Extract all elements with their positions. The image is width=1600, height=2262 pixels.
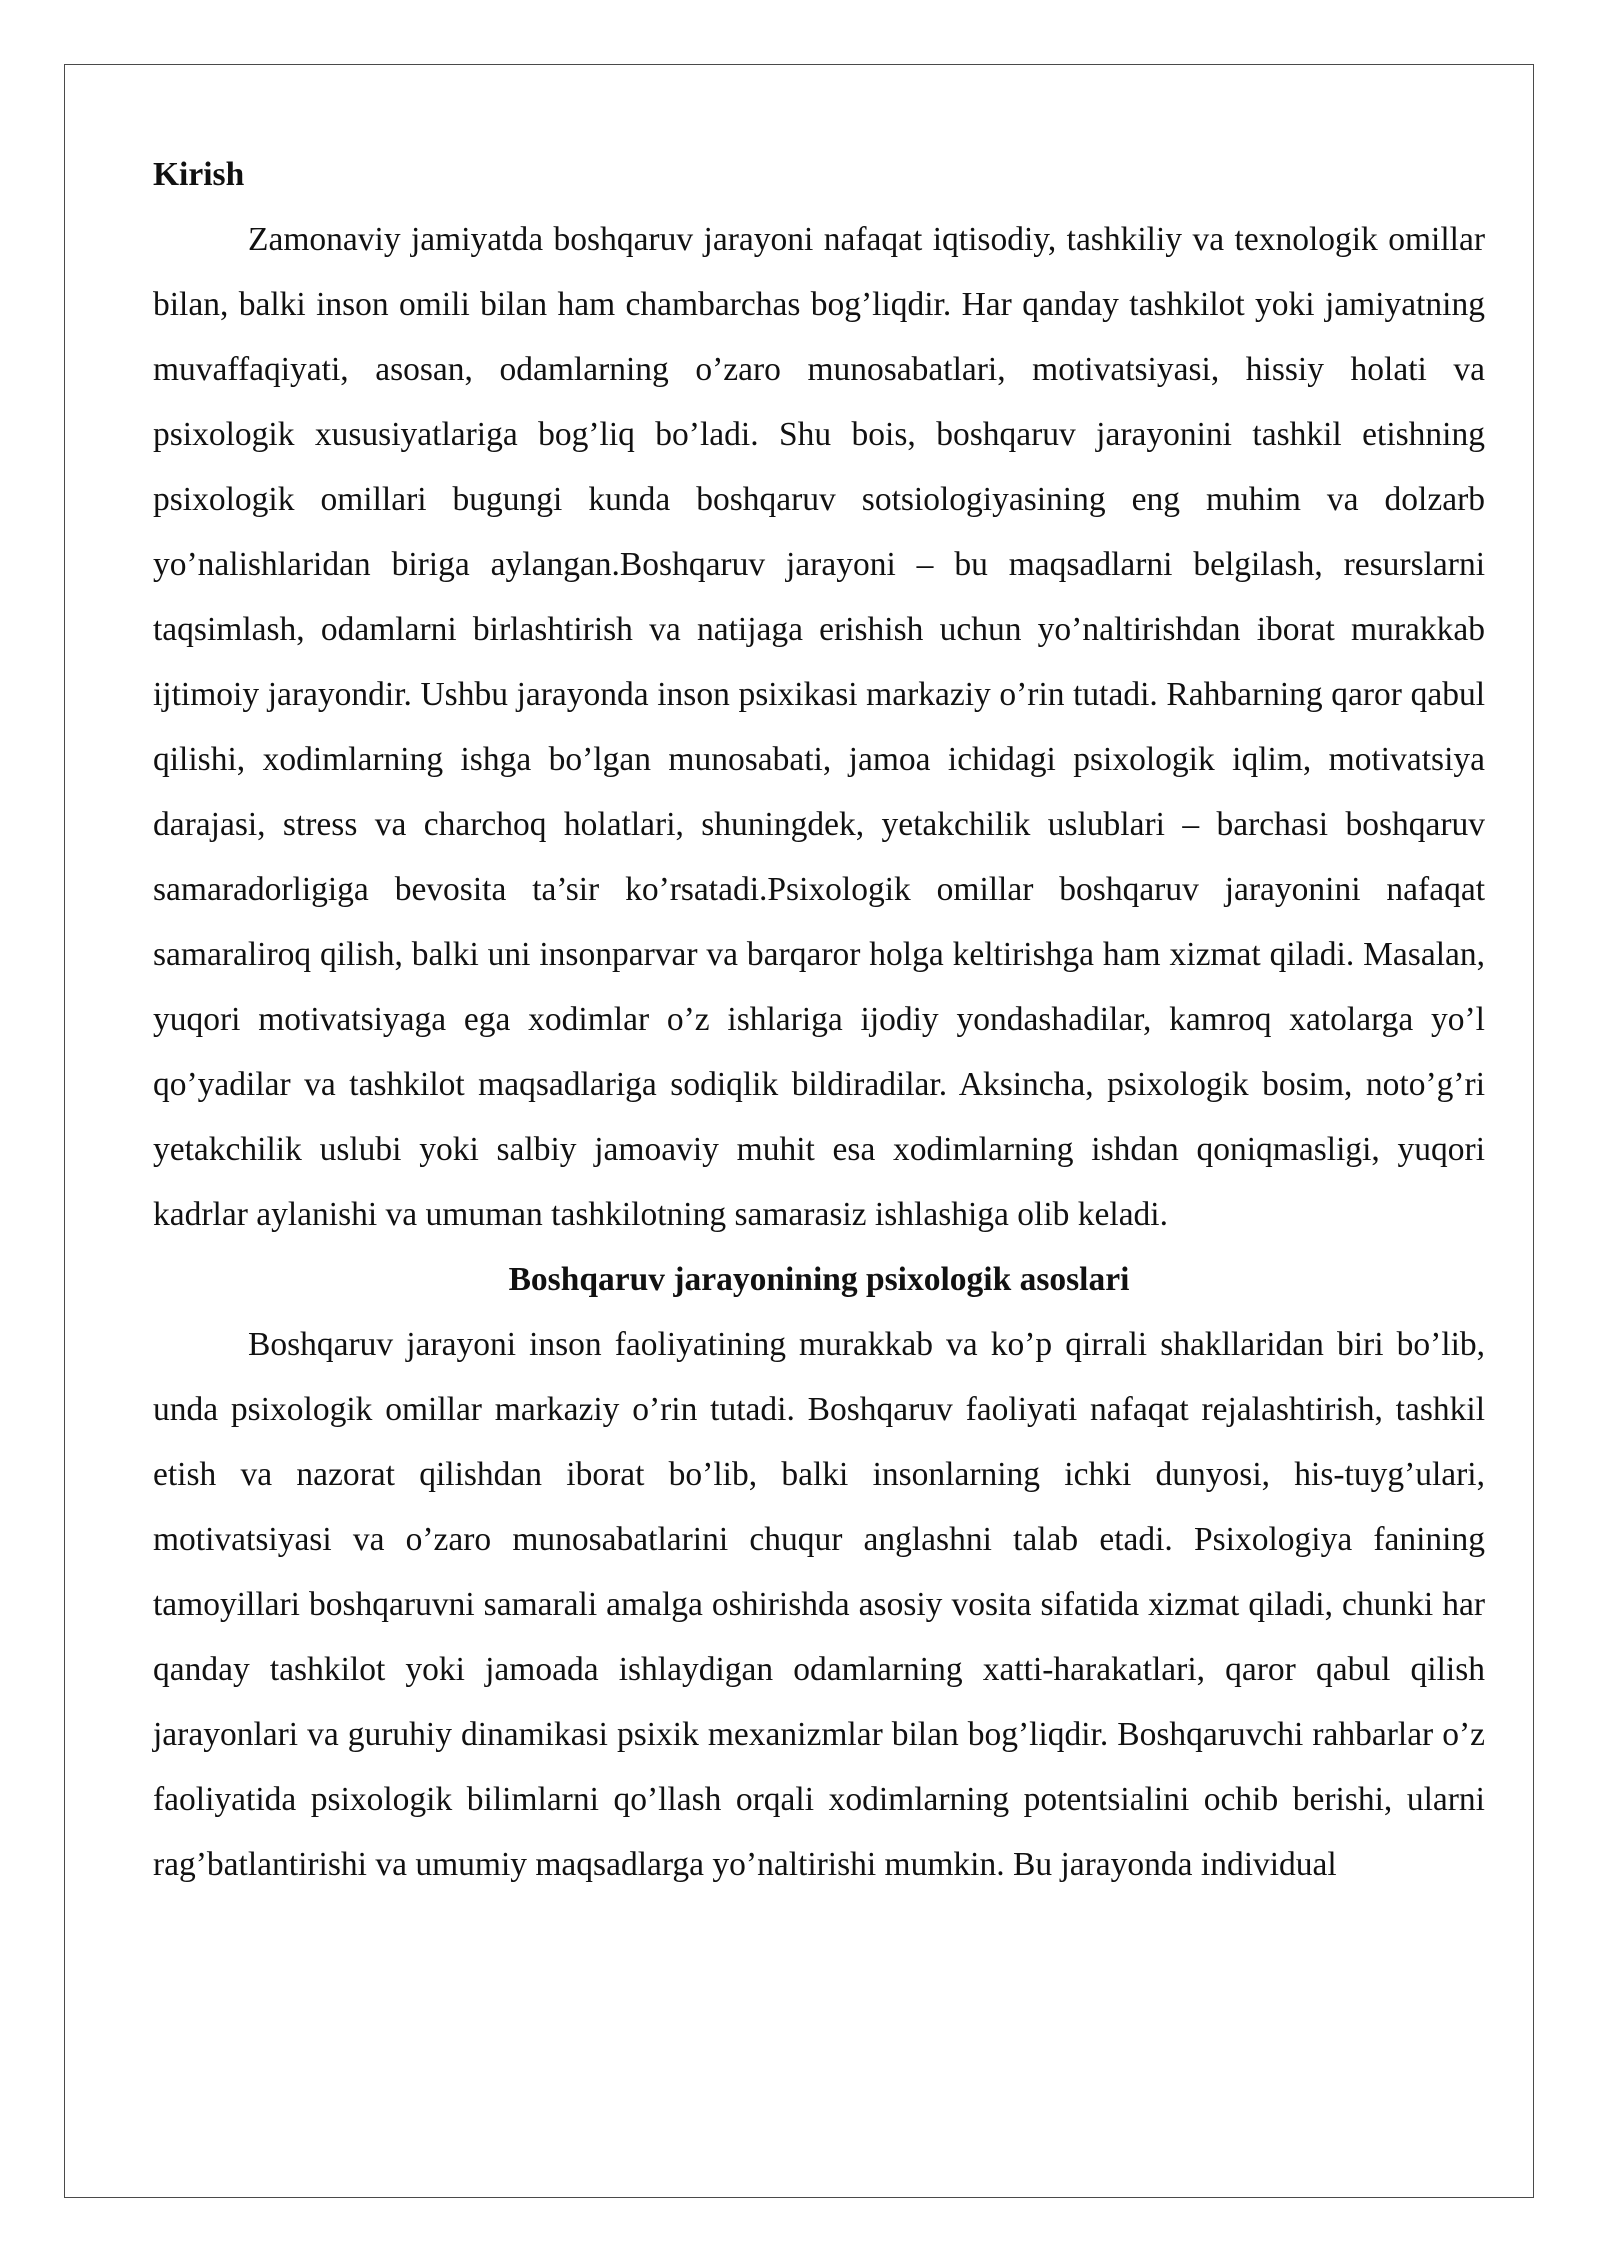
section-heading: Boshqaruv jarayonining psixologik asoslari	[508, 1261, 1130, 1298]
intro-paragraph: Zamonaviy jamiyatda boshqaruv jarayoni nafaqat iqtisodiy, tashkiliy va texnologik omillar bilan, balki inson omili bilan ham chambarchas bog’liqdir. Har qanday tashkilot yoki jamiyatning muvaffaqiyati, asosan, odamlarning o’zaro munosabatlari, motivatsiyasi, hissiy holati va psixologik xususiyatlariga bog’liq bo’ladi. Shu bois, boshqaruv jarayonini tashkil etishning psixologik omillari bugungi kunda boshqaruv sotsiologiyasining eng muhim va dolzarb yo’nalishlaridan biriga aylangan.Boshqaruv jarayoni – bu maqsadlarni belgilash, resurslarni taqsimlash, odamlarni birlashtirish va natijaga erishish uchun yo’naltirishdan iborat murakkab ijtimoiy jarayondir. Ushbu jarayonda inson psixikasi markaziy o’rin tutadi. Rahbarning qaror qabul qilishi, xodimlarning ishga bo’lgan munosabati, jamoa ichidagi psixologik iqlim, motivatsiya darajasi, stress va charchoq holatlari, shuningdek, yetakchilik uslublari – barchasi boshqaruv samaradorligiga bevosita ta’sir ko’rsatadi.Psixologik omillar boshqaruv jarayonini nafaqat samaraliroq qilish, balki uni insonparvar va barqaror holga keltirishga ham xizmat qiladi. Masalan, yuqori motivatsiyaga ega xodimlar o’z ishlariga ijodiy yondashadilar, kamroq xatolarga yo’l qo’yadilar va tashkilot maqsadlariga sodiqlik bildiradilar. Aksincha, psixologik bosim, noto’g’ri yetakchilik uslubi yoki salbiy jamoaviy muhit esa xodimlarning ishdan qoniqmasligi, yuqori kadrlar aylanishi va umuman tashkilotning samarasiz ishlashiga olib keladi.	[153, 221, 1485, 1233]
document-body	[153, 142, 1485, 1897]
intro-heading: Kirish	[153, 156, 245, 193]
section-paragraph: Boshqaruv jarayoni inson faoliyatining murakkab va ko’p qirrali shakllaridan biri bo’lib, unda psixologik omillar markaziy o’rin tutadi. Boshqaruv faoliyati nafaqat rejalashtirish, tashkil etish va nazorat qilishdan iborat bo’lib, balki insonlarning ichki dunyosi, his-tuyg’ulari, motivatsiyasi va o’zaro munosabatlarini chuqur anglashni talab etadi. Psixologiya fanining tamoyillari boshqaruvni samarali amalga oshirishda asosiy vosita sifatida xizmat qiladi, chunki har qanday tashkilot yoki jamoada ishlaydigan odamlarning xatti-harakatlari, qaror qabul qilish jarayonlari va guruhiy dinamikasi psixik mexanizmlar bilan bog’liqdir. Boshqaruvchi rahbarlar o’z faoliyatida psixologik bilimlarni qo’llash orqali xodimlarning potentsialini ochib berishi, ularni rag’batlantirishi va umumiy maqsadlarga yo’naltirishi mumkin. Bu jarayonda individual	[153, 1326, 1485, 1883]
